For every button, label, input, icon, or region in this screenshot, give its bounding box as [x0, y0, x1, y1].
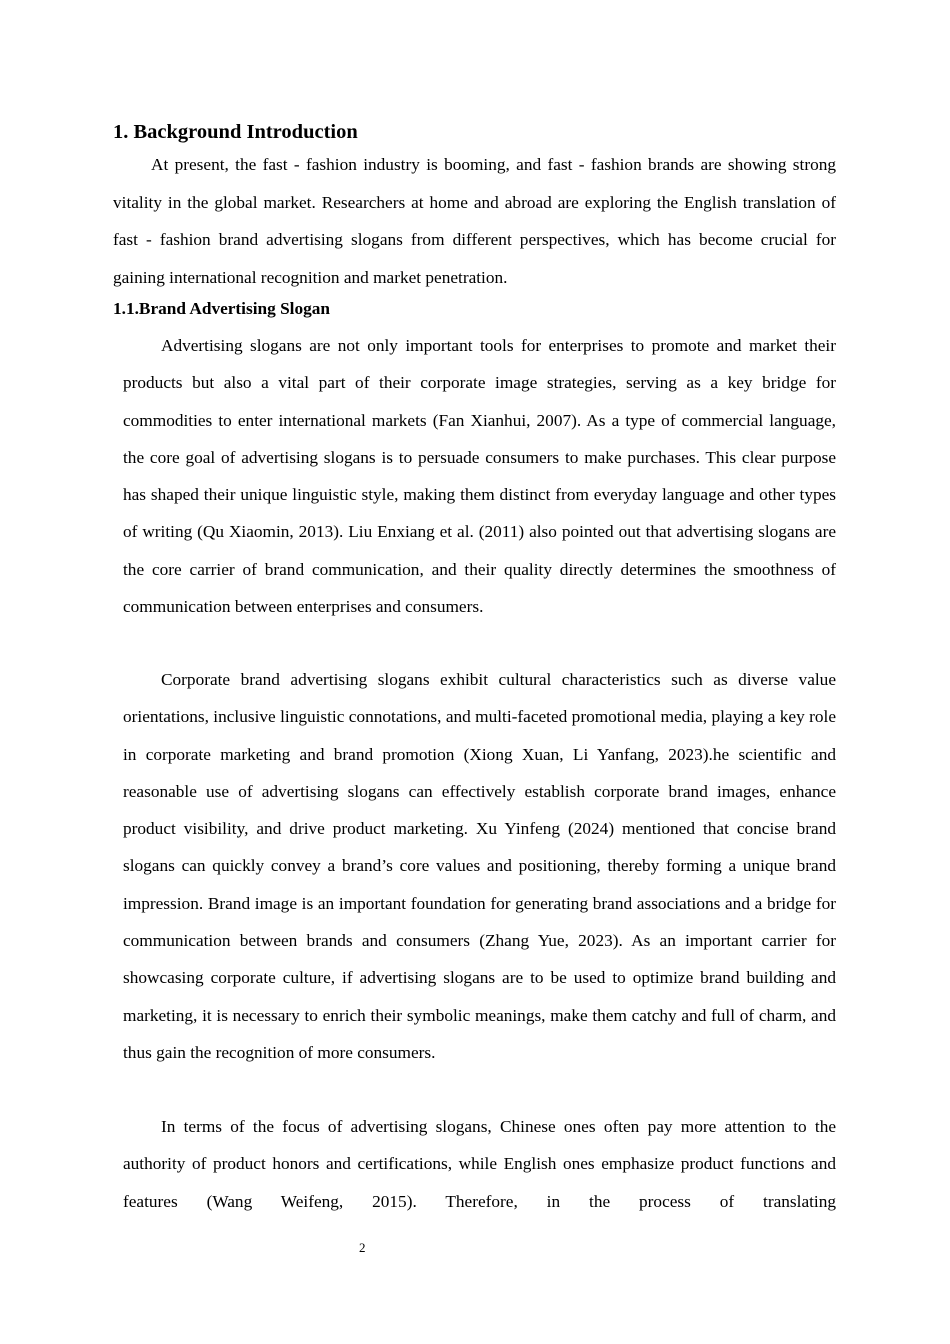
page-number: 2 [359, 1240, 366, 1255]
intro-paragraph: At present, the fast - fashion industry is booming, and fast - fashion brands are showing strong vitality in the global market. Researchers at home and abroad are exploring the English translation of fast - fashion brand advertising slogans from different perspectives, which has become crucial for gaining international recognition and market penetration. [113, 155, 836, 287]
body-paragraph-3: In terms of the focus of advertising slogans, Chinese ones often pay more attention to the authority of product honors and certifications, while English ones emphasize product functions and features (Wang Weifeng, 2015). Therefore, in the process of translating [123, 1117, 836, 1211]
subsection-heading: 1.1.Brand Advertising Slogan [113, 299, 331, 318]
body-paragraph-1: Advertising slogans are not only important tools for enterprises to promote and market their products but also a vital part of their corporate image strategies, serving as a key bridge for commodities to enter international markets (Fan Xianhui, 2007). As a type of commercial language, the core goal of advertising slogans is to persuade consumers to make purchases. This clear purpose has shaped their unique linguistic style, making them distinct from everyday language and other types of writing (Qu Xiaomin, 2013). Liu Enxiang et al. (2011) also pointed out that advertising slogans are the core carrier of brand communication, and their quality directly determines the smoothness of communication between enterprises and consumers. [123, 336, 836, 617]
body-paragraph-2: Corporate brand advertising slogans exhibit cultural characteristics such as diverse value orientations, inclusive linguistic connotations, and multi-faceted promotional media, playing a key role in corporate marketing and brand promotion (Xiong Xuan, Li Yanfang, 2023).he scientific and reasonable use of advertising slogans can effectively establish corporate brand images, enhance product visibility, and drive product marketing. Xu Yinfeng (2024) mentioned that concise brand slogans can quickly convey a brand’s core values and positioning, thereby forming a unique brand impression. Brand image is an important foundation for generating brand associations and a bridge for communication between brands and consumers (Zhang Yue, 2023). As an important carrier for showcasing corporate culture, if advertising slogans are to be used to optimize brand building and marketing, it is necessary to enrich their symbolic meanings, make them catchy and full of charm, and thus gain the recognition of more consumers. [123, 670, 836, 1062]
section-heading: 1. Background Introduction [113, 121, 358, 143]
